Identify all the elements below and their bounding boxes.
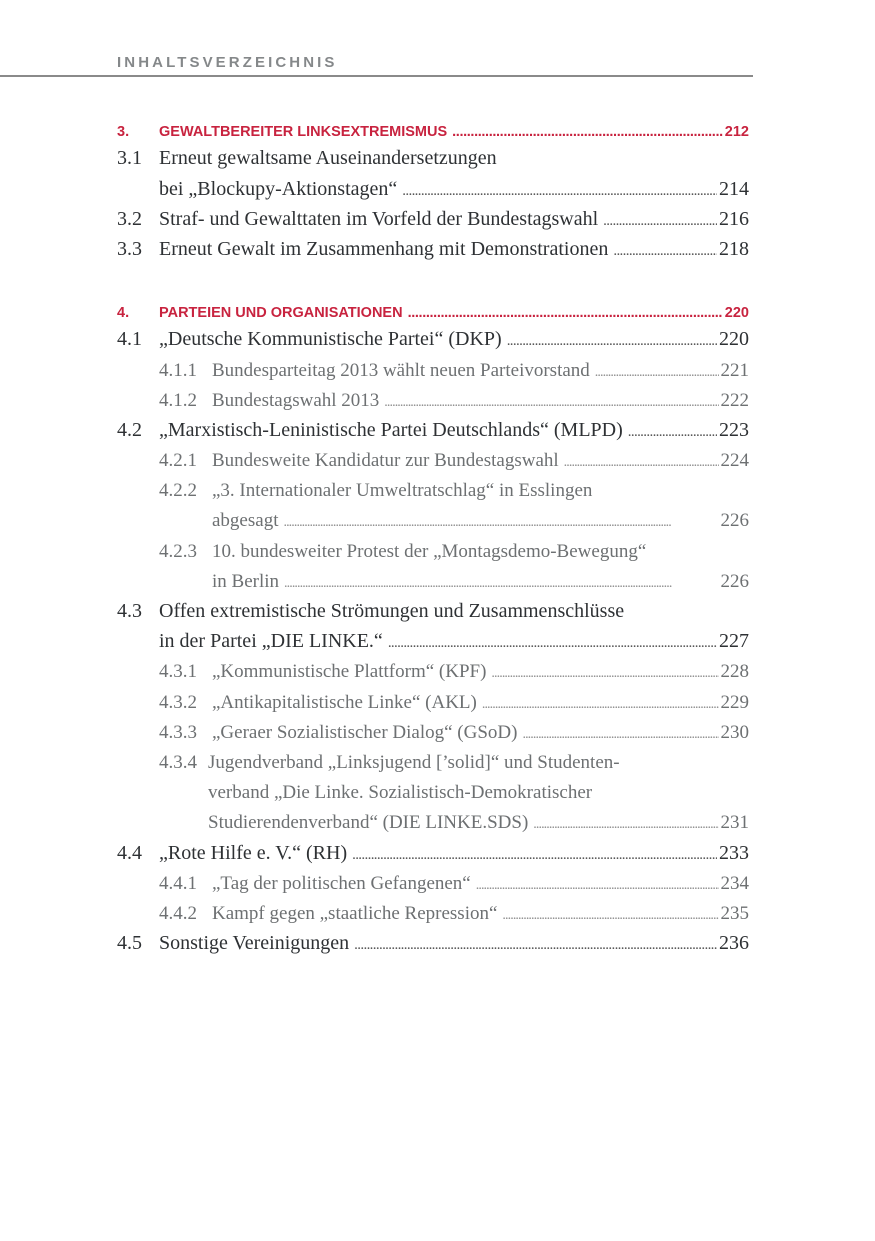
page-header [0, 0, 753, 77]
dot-leader [388, 635, 717, 652]
toc-entry-4-3-4[interactable] [117, 750, 749, 780]
toc-entry-4-5[interactable] [117, 931, 749, 961]
toc-title: Straf- und Gewalttaten im Vorfeld der Bundestagswahl [159, 207, 599, 230]
toc-title: Erneut gewaltsame Auseinandersetzungen [159, 147, 497, 170]
toc-number: 4.3.3 [159, 721, 197, 743]
toc-page: 226 [720, 510, 749, 532]
toc-title: „Tag der politischen Gefangenen“ [212, 872, 471, 894]
toc-number: 4.3.4 [159, 751, 197, 773]
toc-page: 231 [720, 812, 749, 834]
toc-title: „Antikapitalistische Linke“ (AKL) [212, 691, 477, 713]
dot-leader [613, 243, 717, 260]
toc-page: 236 [719, 932, 749, 955]
toc-number: 4.2.2 [159, 480, 197, 502]
toc-entry-3-1-cont[interactable] [117, 176, 749, 206]
dot-leader [354, 937, 717, 954]
toc-entry-4-2-3-cont[interactable] [117, 569, 749, 599]
toc-entry-4-3-4-cont1[interactable] [117, 780, 749, 810]
toc-page: 227 [719, 630, 749, 653]
dot-leader [283, 515, 718, 531]
toc-page: 224 [720, 450, 749, 472]
toc-entry-4-4-1[interactable] [117, 871, 749, 901]
toc-entry-4-3-3[interactable] [117, 720, 749, 750]
toc-entry-4-3-cont[interactable] [117, 629, 749, 659]
toc-page: 234 [720, 872, 749, 894]
toc-number: 4.3.2 [159, 691, 197, 713]
toc-number: 4.1.2 [159, 389, 197, 411]
dot-leader [452, 124, 723, 140]
toc-page: 212 [724, 124, 749, 141]
toc-page: 223 [719, 418, 749, 441]
toc-title: „Kommunistische Plattform“ (KPF) [212, 661, 487, 683]
toc-title: verband „Die Linke. Sozialistisch-Demokratischer [208, 782, 593, 804]
toc-entry-4-1-1[interactable] [117, 357, 749, 387]
dot-leader [408, 305, 723, 321]
toc-title: „Marxistisch-Leninistische Partei Deutschlands“ (MLPD) [159, 418, 623, 441]
toc-page: 228 [720, 661, 749, 683]
toc-title: in der Partei „DIE LINKE.“ [159, 630, 383, 653]
toc-number: 4.1 [117, 328, 142, 351]
toc-title: Jugendverband „Linksjugend [’solid]“ und Studenten- [208, 751, 620, 773]
toc-entry-4-4-2[interactable] [117, 901, 749, 931]
dot-leader [284, 576, 718, 592]
toc-entry-4-3-2[interactable] [117, 689, 749, 719]
toc-title: in Berlin [212, 570, 280, 592]
toc-number: 4.4.2 [159, 902, 197, 924]
toc-page: 229 [720, 691, 749, 713]
toc-title: Offen extremistische Strömungen und Zusammenschlüsse [159, 600, 625, 622]
dot-leader [402, 183, 717, 200]
toc-page: 220 [719, 328, 749, 351]
toc-number: 4.2 [117, 418, 142, 441]
toc-number: 4.3.1 [159, 661, 197, 683]
toc-page: 220 [724, 305, 749, 322]
toc-number: 4.5 [117, 932, 142, 955]
toc-number: 3.2 [117, 207, 142, 230]
dot-leader [595, 365, 719, 381]
toc-number: 4.2.3 [159, 540, 197, 562]
toc-number: 4.4 [117, 841, 142, 864]
dot-leader [564, 455, 719, 471]
toc-number: 4.2.1 [159, 450, 197, 472]
dot-leader [502, 908, 718, 924]
toc-number: 4. [117, 305, 130, 322]
toc-number: 3.3 [117, 237, 142, 260]
toc-title: Studierendenverband“ (DIE LINKE.SDS) [208, 812, 529, 834]
toc-entry-4-3-1[interactable] [117, 659, 749, 689]
toc-title: Bundesparteitag 2013 wählt neuen Parteivorstand [212, 359, 590, 381]
toc-entry-4-2[interactable] [117, 418, 749, 448]
dot-leader [522, 727, 718, 743]
toc-title: „Rote Hilfe e. V.“ (RH) [159, 841, 348, 864]
toc-number: 3. [117, 124, 130, 141]
toc-title: „Geraer Sozialistischer Dialog“ (GSoD) [212, 721, 518, 743]
toc-entry-4-1[interactable] [117, 327, 749, 357]
toc-entry-4-2-3[interactable] [117, 538, 749, 568]
toc-number: 4.1.1 [159, 359, 197, 381]
dot-leader [352, 847, 717, 864]
dot-leader [603, 213, 717, 230]
toc-entry-3-2[interactable] [117, 207, 749, 237]
toc-title: Erneut Gewalt im Zusammenhang mit Demonstrationen [159, 237, 609, 260]
dot-leader [482, 697, 719, 713]
toc-page: 216 [719, 207, 749, 230]
toc-number: 3.1 [117, 147, 142, 170]
toc-title: GEWALTBEREITER LINKSEXTREMISMUS [159, 124, 448, 141]
toc-number: 4.3 [117, 600, 142, 622]
toc-entry-3-3[interactable] [117, 237, 749, 267]
toc-title: Bundestagswahl 2013 [212, 389, 380, 411]
toc-title: „3. Internationaler Umweltratschlag“ in Esslingen [212, 480, 593, 502]
toc-entry-4-2-2[interactable] [117, 478, 749, 508]
dot-leader [476, 878, 719, 894]
toc-entry-3-1[interactable] [117, 146, 749, 176]
toc-page: 222 [720, 389, 749, 411]
toc-page: 214 [719, 177, 749, 200]
toc-entry-4-2-2-cont[interactable] [117, 508, 749, 538]
toc-title: Kampf gegen „staatliche Repression“ [212, 902, 498, 924]
toc-title: bei „Blockupy-Aktionstagen“ [159, 177, 398, 200]
dot-leader [507, 333, 717, 350]
toc-title: Sonstige Vereinigungen [159, 932, 350, 955]
toc-entry-4-2-1[interactable] [117, 448, 749, 478]
toc-entry-4-4[interactable] [117, 840, 749, 870]
toc-title: Bundesweite Kandidatur zur Bundestagswahl [212, 450, 559, 472]
toc-title: abgesagt [212, 510, 279, 532]
page-title: INHALTSVERZEICHNIS [117, 54, 338, 71]
toc-number: 4.4.1 [159, 872, 197, 894]
toc-page: 218 [719, 237, 749, 260]
toc-page: 226 [720, 570, 749, 592]
toc-title: „Deutsche Kommunistische Partei“ (DKP) [159, 328, 502, 351]
dot-leader [533, 817, 718, 833]
table-of-contents [117, 116, 749, 961]
toc-chapter-4[interactable] [117, 297, 749, 327]
toc-title: 10. bundesweiter Protest der „Montagsdemo-Bewegung“ [212, 540, 647, 562]
toc-page: 233 [719, 841, 749, 864]
toc-page: 235 [720, 902, 749, 924]
dot-leader [384, 395, 718, 411]
toc-entry-4-1-2[interactable] [117, 388, 749, 418]
toc-entry-4-3-4-cont2[interactable] [117, 810, 749, 840]
toc-entry-4-3[interactable] [117, 599, 749, 629]
toc-chapter-3[interactable] [117, 116, 749, 146]
dot-leader [628, 424, 717, 441]
toc-page: 221 [720, 359, 749, 381]
toc-page: 230 [720, 721, 749, 743]
toc-title: PARTEIEN UND ORGANISATIONEN [159, 305, 403, 322]
dot-leader [491, 666, 718, 682]
